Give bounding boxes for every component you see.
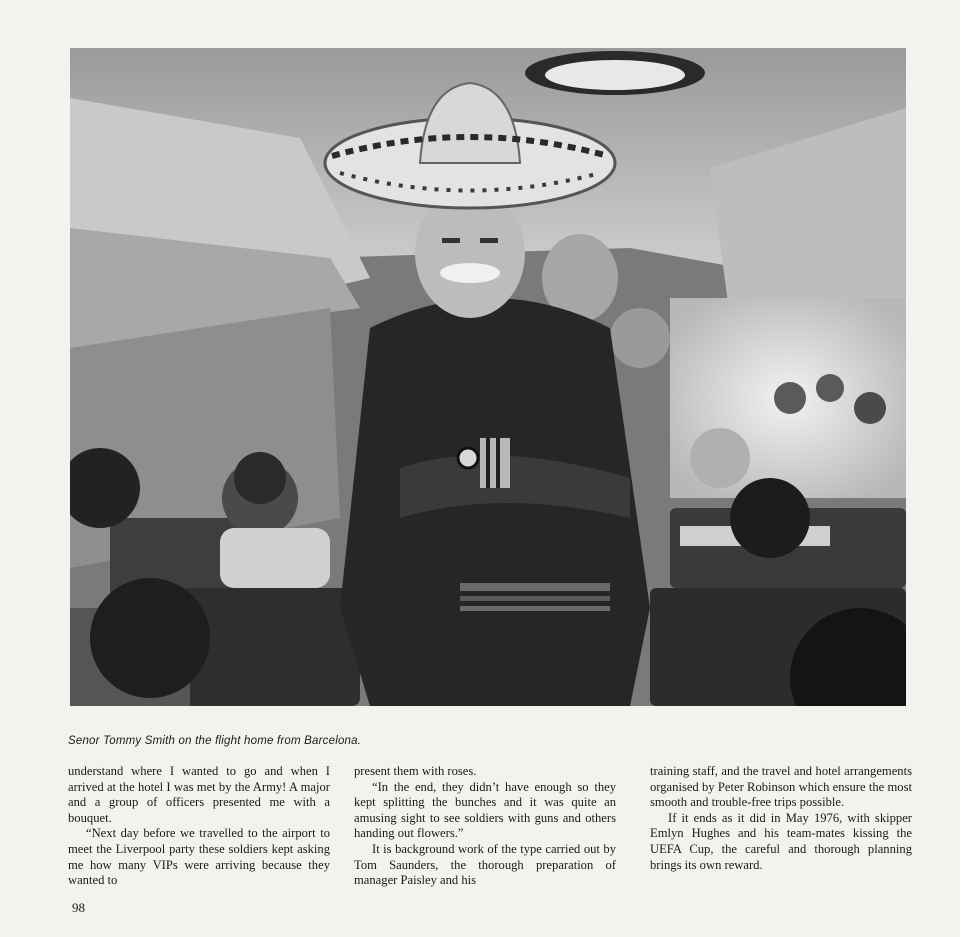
photo-caption: Senor Tommy Smith on the flight home from Barcelona. (68, 735, 362, 747)
paragraph: “Next day before we travelled to the airport to meet the Liverpool party these soldiers kept asking me how many VIPs were arriving because they wanted to (68, 826, 330, 888)
paragraph: It is background work of the type carried out by Tom Saunders, the thorough preparation of manager Paisley and his (354, 841, 616, 888)
paragraph: If it ends as it did in May 1976, with skipper Emlyn Hughes and his team-mates kissing the UEFA Cup, the careful and thorough planning brings its own reward. (650, 810, 912, 872)
paragraph: “In the end, they didn’t have enough so they kept splitting the bunches and it was quite an amusing sight to see soldiers with guns and others handing out flowers.” (354, 779, 616, 841)
text-column-2 (354, 764, 616, 889)
page-number: 98 (72, 900, 85, 915)
paragraph: training staff, and the travel and hotel arrangements organised by Peter Robinson which ensure the most smooth and trouble-free trips possible. (650, 764, 912, 810)
paragraph: present them with roses. (354, 764, 477, 778)
photo-illustration (70, 48, 906, 706)
photo-aircraft-cabin (70, 48, 906, 706)
text-column-1 (68, 764, 330, 889)
text-column-3 (650, 764, 912, 873)
paragraph: understand where I wanted to go and when I arrived at the hotel I was met by the Army! A major and a group of officers presented me with a bouquet. (68, 764, 330, 825)
